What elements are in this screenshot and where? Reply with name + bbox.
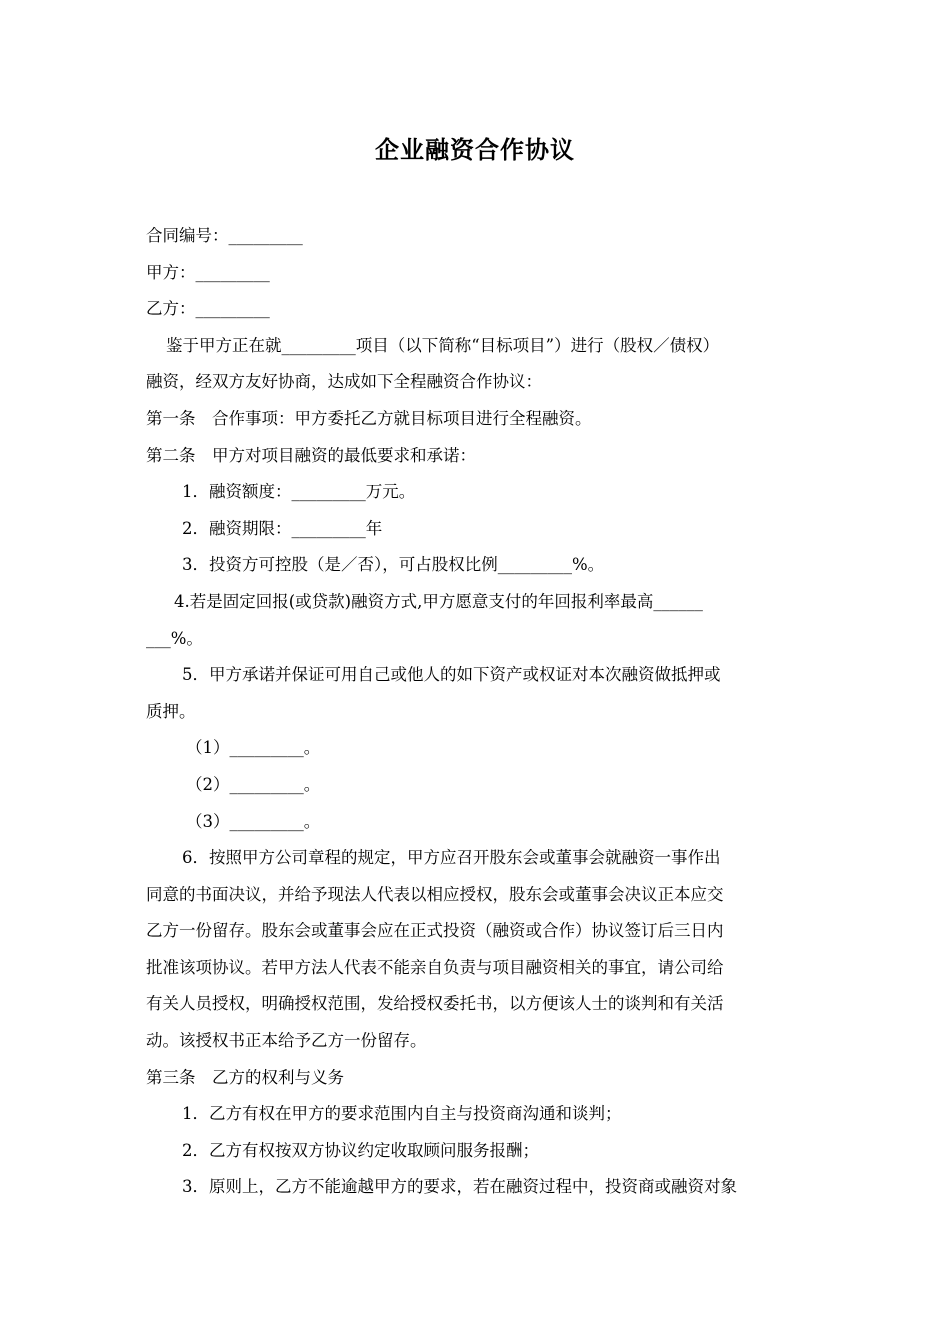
collateral-sub-item-1: （1）_________。 (186, 738, 321, 758)
article-3-heading: 第三条 乙方的权利与义务 (146, 1067, 344, 1087)
item-resolution-line-3: 乙方一份留存。股东会或董事会应在正式投资（融资或合作）协议签订后三日内 (146, 921, 724, 941)
party-a-line: 甲方：_________ (146, 262, 270, 282)
item-resolution-line-1: 6．按照甲方公司章程的规定，甲方应召开股东会或董事会就融资一事作出 (182, 848, 721, 868)
article-3-item-2: 2．乙方有权按双方协议约定收取顾问服务报酬； (182, 1140, 539, 1160)
item-financing-amount: 1．融资额度：_________万元。 (182, 482, 416, 502)
item-return-rate-line-2: ___%。 (146, 628, 203, 648)
document-body (146, 218, 808, 1206)
item-resolution-line-5: 有关人员授权，明确授权范围，发给授权委托书，以方便该人士的谈判和有关活 (146, 994, 724, 1014)
item-resolution-line-2: 同意的书面决议，并给予现法人代表以相应授权，股东会或董事会决议正本应交 (146, 884, 724, 904)
preamble-line-1: 鉴于甲方正在就_________项目（以下简称“目标项目”）进行（股权／债权） (166, 335, 720, 355)
item-collateral-line-2: 质押。 (146, 701, 196, 721)
party-b-line: 乙方：_________ (146, 299, 270, 319)
item-resolution-line-4: 批准该项协议。若甲方法人代表不能亲自负责与项目融资相关的事宜，请公司给 (146, 957, 724, 977)
item-equity-control: 3．投资方可控股（是／否），可占股权比例_________%。 (182, 555, 605, 575)
collateral-sub-item-3: （3）_________。 (186, 811, 321, 831)
article-3-item-1: 1．乙方有权在甲方的要求范围内自主与投资商沟通和谈判； (182, 1104, 622, 1124)
item-financing-term: 2．融资期限：_________年 (182, 518, 383, 538)
collateral-sub-item-2: （2）_________。 (186, 774, 321, 794)
article-2-heading: 第二条 甲方对项目融资的最低要求和承诺： (146, 445, 476, 465)
article-3-item-3: 3．原则上，乙方不能逾越甲方的要求，若在融资过程中，投资商或融资对象 (182, 1177, 737, 1197)
article-1-line: 第一条 合作事项：甲方委托乙方就目标项目进行全程融资。 (146, 408, 592, 428)
document-title: 企业融资合作协议 (375, 135, 575, 164)
item-resolution-line-6: 动。该授权书正本给予乙方一份留存。 (146, 1031, 427, 1051)
preamble-line-2: 融资，经双方友好协商，达成如下全程融资合作协议： (146, 372, 542, 392)
contract-number-line: 合同编号：_________ (146, 226, 303, 245)
item-collateral-line-1: 5．甲方承诺并保证可用自己或他人的如下资产或权证对本次融资做抵押或 (182, 665, 721, 685)
item-return-rate-line-1: 4.若是固定回报(或贷款)融资方式,甲方愿意支付的年回报利率最高______ (174, 591, 703, 611)
